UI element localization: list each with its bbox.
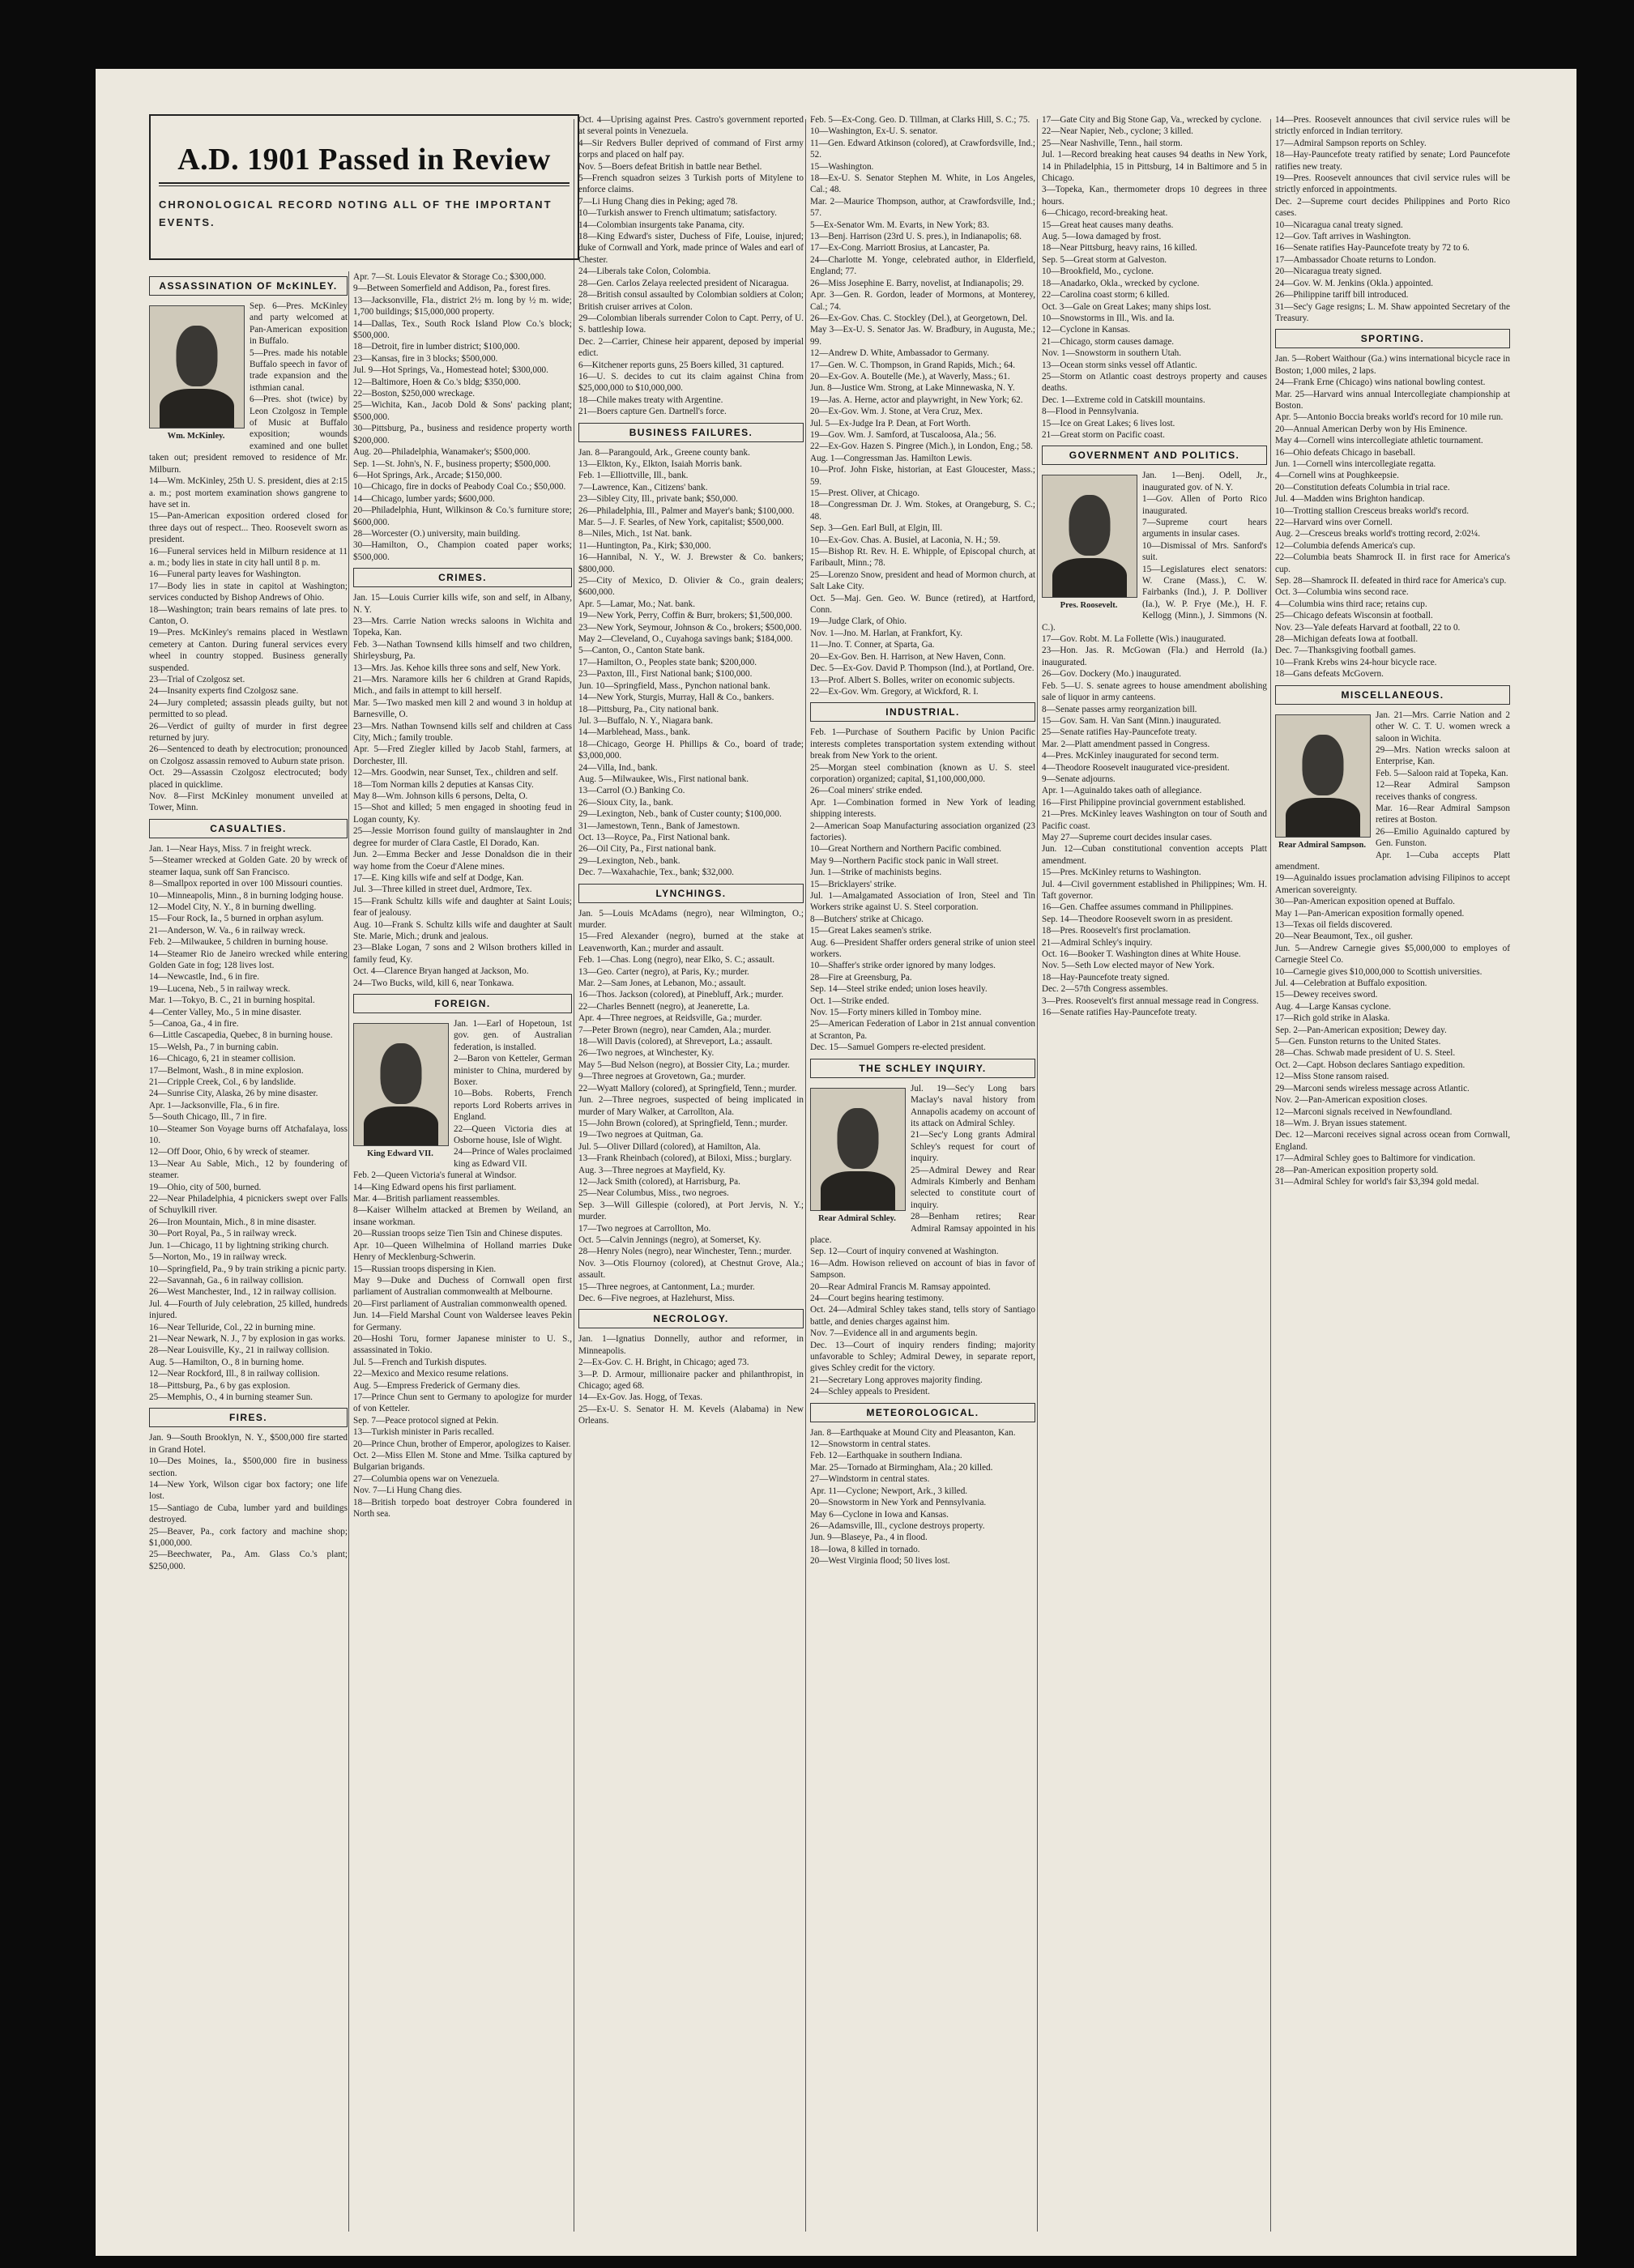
section-heading-government: GOVERNMENT AND POLITICS. [1042,446,1267,465]
portrait-caption: King Edward VII. [367,1149,433,1158]
mckinley-portrait [149,305,245,428]
section-text-col2: Apr. 7—St. Louis Elevator & Storage Co.; $300,000. 9—Between Somerfield and Addison, Pa., forest fires. 13—Jacksonville, Fla., district 2½ m. long by ½ m. wide; 1,700 buildings; $15,000,000 property. 14—Dallas, Tex., South Rock Island Plow Co.'s block; $500,000. 18—Detroit, fire in lumber district; $100,000. 23—Kansas, fire in 3 blocks; $500,000. Jul. 9—Hot Springs, Va., Homestead hotel; $300,000. 12—Baltimore, Hoen & Co.'s bldg; $350,000. 22—Boston, $250,000 wreckage. 25—Wichita, Kan., Jacob Dold & Sons' packing plant; $500,000. 30—Pittsburg, Pa., business and residence property worth $200,000. Aug. 20—Philadelphia, Wanamaker's; $500,000. Sep. 1—St. John's, N. F., business property; $500,000. 6—Hot Springs, Ark., Arcade; $150,000. 10—Chicago, fire in docks of Peabody Coal Co.; $50,000. 14—Chicago, lumber yards; $600,000. 20—Philadelphia, Hunt, Wilkinson & Co.'s furniture store; $600,000. 28—Worcester (O.) university, main building. 30—Hamilton, O., Champion coated paper works; $500,000. [353,272,572,562]
section-heading-miscellaneous: MISCELLANEOUS. [1275,685,1510,705]
section-heading-business: BUSINESS FAILURES. [578,423,804,442]
portrait-caption: Pres. Roosevelt. [1060,601,1118,611]
section-text-necrology: Jan. 1—Ignatius Donnelly, author and reformer, in Minneapolis. 2—Ex-Gov. C. H. Bright, in Chicago; aged 73. 3—P. D. Armour, millionaire packer and philanthropist, in Chicago; aged 68. 14—Ex-Gov. Jas. Hogg, of Texas. 25—Ex-U. S. Senator H. M. Kevels (Alabama) in New Orleans. [578,1334,804,1426]
schley-portrait [810,1088,906,1211]
section-heading-fires: FIRES. [149,1408,348,1427]
section-text-government: Jan. 1—Benj. Odell, Jr., inaugurated gov. of N. Y. 1—Gov. Allen of Porto Rico inaugurated. 7—Supreme court hears arguments in insular cases. 10—Dismissal of Mrs. Sanford's suit. 15—Legislatures elect senators: W. Crane (Mass.), C. W. Fairbanks (Ind.), J. P. Dolliver (Ia.), W. P. Frye (Me.), H. F. Kellogg (Minn.), J. Simmons (N. C.). 17—Gov. Robt. M. La Follette (Wis.) inaugurated. 23—Hon. Jas. R. McGowan (Fla.) and Herrold (Ia.) inaugurated. 26—Gov. Dockery (Mo.) inaugurated. Feb. 5—U. S. senate agrees to house amendment abolishing sale of liquor in army canteens. 8—Senate passes army reorganization bill. 15—Gov. Sam. H. Van Sant (Minn.) inaugurated. 25—Senate ratifies Hay-Pauncefote treaty. Mar. 2—Platt amendment passed in Congress. 4—Pres. McKinley inaugurated for second term. 4—Theodore Roosevelt inaugurated vice-president. 9—Senate adjourns. Apr. 1—Aguinaldo takes oath of allegiance. 16—First Philippine provincial government established. 21—Pres. McKinley leaves Washington on tour of South and Pacific coast. May 27—Supreme court decides insular cases. Jun. 12—Cuban constitutional convention accepts Platt amendment. 15—Pres. McKinley returns to Washington. Jul. 4—Civil government established in Philippines; Wm. H. Taft governor. 16—Gen. Chaffee assumes command in Philippines. Sep. 14—Theodore Roosevelt sworn in as president. 18—Pres. Roosevelt's first proclamation. 21—Admiral Schley's inquiry. Oct. 16—Booker T. Washington dines at White House. Nov. 5—Seth Low elected mayor of New York. 18—Hay-Pauncefote treaty signed. Dec. 2—57th Congress assembles. 3—Pres. Roosevelt's first annual message read in Congress. 16—Senate ratifies Hay-Pauncefote treaty. [1042,471,1267,1018]
masthead-rule [159,182,570,186]
section-text-col3a: Oct. 4—Uprising against Pres. Castro's government reported at several points in Venezuela. 4—Sir Redvers Buller deprived of command of First army corps and placed on half pay. Nov. 5—Boers defeat British in battle near Bethel. 5—French squadron seizes 3 Turkish ports of Mitylene to enforce claims. 7—Li Hung Chang dies in Peking; aged 78. 10—Turkish answer to French ultimatum; satisfactory. 14—Colombian insurgents take Panama, city. 18—King Edward's sister, Duchess of Fife, Louise, injured; duke of Cornwall and York, made prince of Wales and earl of Chester. 24—Liberals take Colon, Colombia. 28—Gen. Carlos Zelaya reelected president of Nicaragua. 28—British consul assaulted by Colombian soldiers at Colon; British cruiser arrives at Colon. 29—Colombian liberals surrender Colon to Capt. Perry, of U. S. battleship Iowa. Dec. 2—Carrier, Chinese heir apparent, deposed by imperial edict. 6—Kitchener reports guns, 25 Boers killed, 31 captured. 16—U. S. decides to cut its claim against China from $25,000,000 to $10,000,000. 18—Chile makes treaty with Argentine. 21—Boers capture Gen. Dartnell's force. [578,115,804,417]
column-rule [348,271,349,2232]
section-text-meteorological: Jan. 8—Earthquake at Mound City and Pleasanton, Kan. 12—Snowstorm in central states. Feb. 12—Earthquake in southern Indiana. Mar. 25—Tornado at Birmingham, Ala.; 20 killed. 27—Windstorm in central states. Apr. 11—Cyclone; Newport, Ark., 3 killed. 20—Snowstorm in New York and Pennsylvania. May 6—Cyclone in Iowa and Kansas. 26—Adamsville, Ill., cyclone destroys property. Jun. 9—Blaseye, Pa., 4 in flood. 18—Iowa, 8 killed in tornado. 20—West Virginia flood; 50 lives lost. [810,1427,1016,1567]
page-title: A.D. 1901 Passed in Review [177,143,551,177]
section-heading-meteorological: METEOROLOGICAL. [810,1403,1035,1422]
sampson-portrait-block [1275,710,1369,855]
column-4 [810,114,1035,2240]
section-heading-industrial: INDUSTRIAL. [810,702,1035,722]
section-text-col6a: 14—Pres. Roosevelt announces that civil service rules will be strictly enforced in Indian territory. 17—Admiral Sampson reports on Schley. 18—Hay-Pauncefote treaty ratified by senate; Lord Pauncefote ratifies new treaty. 19—Pres. Roosevelt announces that civil service rules will be strictly enforced in appointments. Dec. 2—Supreme court decides Philippines and Porto Rico cases. 10—Nicaragua canal treaty signed. 12—Gov. Taft arrives in Washington. 16—Senate ratifies Hay-Pauncefote treaty by 72 to 6. 17—Ambassador Choate returns to London. 20—Nicaragua treaty signed. 24—Gov. W. M. Jenkins (Okla.) appointed. 26—Philippine tariff bill introduced. 31—Sec'y Gage resigns; L. M. Shaw appointed Secretary of the Treasury. [1275,115,1510,323]
portrait-caption: Wm. McKinley. [167,432,225,441]
masthead [149,114,579,260]
section-text-assassination: Sep. 6—Pres. McKinley and party welcomed at Pan-American exposition in Buffalo. 5—Pres. made his notable Buffalo speech in favor of trade expansion and the isthmian canal. 6—Pres. shot (twice) by Leon Czolgosz in Temple of Music at Buffalo exposition; wounds examined and one bullet taken out; president removed to residence of Mr. Milburn. 14—Wm. McKinley, 25th U. S. president, dies at 2:15 a. m.; post mortem examination shows gangrene to have set in. 15—Pan-American exposition ordered closed for three days out of respect... Theo. Roosevelt sworn as president. 16—Funeral services held in Milburn residence at 11 a. m.; body lies in state in city hall until 8 p. m. 16—Funeral party leaves for Washington. 17—Body lies in state in capitol at Washington; services conducted by Bishop Andrews of Ohio. 18—Washington; train bears remains of late pres. to Canton, O. 19—Pres. McKinley's remains placed in Westlawn cemetery at Canton. During funeral services every wheel in country stopped. Business generally suspended. 23—Trial of Czolgosz set. 24—Insanity experts find Czolgosz sane. 24—Jury completed; assassin pleads guilty, but not permitted to so plead. 26—Verdict of guilty of murder in first degree returned by jury. 26—Sentenced to death by electrocution; pronounced on Czolgosz assassin removed to Auburn state prison. Oct. 29—Assassin Czolgosz electrocuted; body placed in quicklime. Nov. 8—First McKinley monument unveiled at Tower, Minn. [149,301,348,813]
section-heading-necrology: NECROLOGY. [578,1309,804,1328]
section-heading-sporting: SPORTING. [1275,329,1510,348]
section-text-casualties: Jan. 1—Near Hays, Miss. 7 in freight wreck. 5—Steamer wrecked at Golden Gate. 20 by wreck of steamer Iaqua, sunk off San Francisco. 8—Smallpox reported in over 100 Missouri counties. 10—Minneapolis, Minn., 8 in burning lodging house. 12—Model City, N. Y., 8 in burning dwelling. 15—Four Rock, Ia., 5 burned in orphan asylum. 21—Anderson, W. Va., 6 in railway wreck. Feb. 2—Milwaukee, 5 children in burning house. 14—Steamer Rio de Janeiro wrecked while entering Golden Gate in fog; 128 lives lost. 14—Newcastle, Ind., 6 in fire. 19—Lucena, Neb., 5 in railway wreck. Mar. 1—Tokyo, B. C., 21 in burning hospital. 4—Center Valley, Mo., 5 in mine disaster. 5—Canoa, Ga., 4 in fire. 6—Little Cascapedia, Quebec, 8 in burning house. 15—Welsh, Pa., 7 in burning cabin. 16—Chicago, 6, 21 in steamer collision. 17—Belmont, Wash., 8 in mine explosion. 21—Cripple Creek, Col., 6 by landslide. 24—Sunrise City, Alaska, 26 by mine disaster. Apr. 1—Jacksonville, Fla., 6 in fire. 5—South Chicago, Ill., 7 in fire. 10—Steamer Son Voyage burns off Atchafalaya, loss 10. 12—Off Door, Ohio, 6 by wreck of steamer. 13—Near Au Sable, Mich., 12 by foundering of steamer. 19—Ohio, city of 500, burned. 22—Near Philadelphia, 4 picnickers swept over Falls of Schuylkill river. 26—Iron Mountain, Mich., 8 in mine disaster. 30—Port Royal, Pa., 5 in railway wreck. Jun. 1—Chicago, 11 by lightning striking church. 5—Norton, Mo., 19 in railway wreck. 10—Springfield, Pa., 9 by train striking a picnic party. 22—Savannah, Ga., 6 in railway collision. 26—West Manchester, Ind., 12 in railway collision. Jul. 4—Fourth of July celebration, 25 killed, hundreds injured. 16—Near Telluride, Col., 22 in burning mine. 21—Near Newark, N. J., 7 by explosion in gas works. 28—Near Louisville, Ky., 21 in railway collision. Aug. 5—Hamilton, O., 8 in burning home. 12—Near Rockford, Ill., 8 in railway collision. 18—Pittsburg, Pa., 6 by gas explosion. 25—Memphis, O., 4 in burning steamer Sun. [149,843,348,1402]
section-heading-schley: THE SCHLEY INQUIRY. [810,1059,1035,1078]
king-edward-portrait-block [353,1018,447,1163]
section-heading-crimes: CRIMES. [353,568,572,587]
portrait-caption: Rear Admiral Sampson. [1278,840,1367,850]
page-subtitle: CHRONOLOGICAL RECORD NOTING ALL OF THE IMPORTANT EVENTS. [159,198,552,228]
section-text-business: Jan. 8—Parangould, Ark., Greene county bank. 13—Elkton, Ky., Elkton, Isaiah Morris bank. Feb. 1—Elliottville, Ill., bank. 7—Lawrence, Kan., Citizens' bank. 23—Sibley City, Ill., private bank; $50,000. 26—Philadelphia, Ill., Palmer and Mayer's bank; $100,000. Mar. 5—J. F. Searles, of New York, capitalist; $500,000. 8—Niles, Mich., 1st Nat. bank. 11—Huntington, Pa., Kirk; $30,000. 16—Hannibal, N. Y., W. J. Brewster & Co. bankers; $800,000. 25—City of Mexico, D. Olivier & Co., grain dealers; $600,000. Apr. 5—Lamar, Mo.; Nat. bank. 19—New York, Perry, Coffin & Burr, brokers; $1,500,000. 23—New York, Seymour, Johnson & Co., brokers; $500,000. May 2—Cleveland, O., Cuyahoga savings bank; $184,000. 5—Canton, O., Canton State bank. 17—Hamilton, O., Peoples state bank; $200,000. 23—Paxton, Ill., First National bank; $100,000. Jun. 10—Springfield, Mass., Pynchon national bank. 14—New York, Sturgis, Murray, Hall & Co., bankers. 18—Pittsburg, Pa., City national bank. Jul. 3—Buffalo, N. Y., Niagara bank. 14—Marblehead, Mass., bank. 18—Chicago, George H. Phillips & Co., board of trade; $3,000,000. 24—Villa, Ind., bank. Aug. 5—Milwaukee, Wis., First national bank. 13—Carrol (O.) Banking Co. 26—Sioux City, Ia., bank. 29—Lexington, Neb., bank of Custer county; $100,000. 31—Jamestown, Tenn., Bank of Jamestown. Oct. 13—Royce, Pa., First National bank. 26—Oil City, Pa., First national bank. 29—Lexington, Neb., bank. Dec. 7—Waxahachie, Tex., bank; $32,000. [578,447,804,878]
column-5 [1042,114,1267,2240]
column-1 [149,271,348,2240]
section-text-foreign: Jan. 1—Earl of Hopetoun, 1st gov. gen. of Australian federation, is installed. 2—Baron von Ketteler, German minister to China, murdered by Boxer. 10—Bobs. Roberts, French reports Lord Roberts arrives in England. 22—Queen Victoria dies at Osborne house, Isle of Wight. 24—Prince of Wales proclaimed king as Edward VII. Feb. 2—Queen Victoria's funeral at Windsor. 14—King Edward opens his first parliament. Mar. 4—British parliament reassembles. 8—Kaiser Wilhelm attacked at Bremen by Weiland, an insane workman. 20—Russian troops seize Tien Tsin and Chinese disputes. Apr. 10—Queen Wilhelmina of Holland marries Duke Henry of Mecklenburg-Schwerin. 15—Russian troops dispersing in Kien. May 9—Duke and Duchess of Cornwall open first parliament of Australian commonwealth at Melbourne. 20—First parliament of Australian commonwealth opened. Jun. 14—Field Marshal Count von Waldersee leaves Pekin for Germany. 20—Hoshi Toru, former Japanese minister to U. S., assassinated in Tokio. Jul. 5—French and Turkish disputes. 22—Mexico and Mexico resume relations. Aug. 5—Empress Frederick of Germany dies. 17—Prince Chun sent to Germany to apologize for murder of von Ketteler. Sep. 7—Peace protocol signed at Pekin. 13—Turkish minister in Paris recalled. 20—Prince Chun, brother of Emperor, apologizes to Kaiser. Oct. 2—Miss Ellen M. Stone and Mme. Tsilka captured by Bulgarian brigands. 27—Columbia opens war on Venezuela. Nov. 7—Li Hung Chang dies. 18—British torpedo boat destroyer Cobra foundered in North sea. [353,1018,572,1520]
column-6 [1275,114,1510,2240]
king-edward-portrait [353,1023,449,1146]
column-rule [1270,119,1271,2232]
column-rule [805,119,806,2232]
section-heading-lynchings: LYNCHINGS. [578,884,804,903]
section-text-industrial: Feb. 1—Purchase of Southern Pacific by Union Pacific interests completes transportation system extending without break from New York to the orient. 25—Morgan steel combination (known as U. S. steel corporation) organized; capital, $1,100,000,000. 26—Coal miners' strike ended. Apr. 1—Combination formed in New York of leading shipping interests. 2—American Soap Manufacturing association organized (23 factories). 10—Great Northern and Northern Pacific combined. May 9—Northern Pacific stock panic in Wall street. Jun. 1—Strike of machinists begins. 15—Bricklayers' strike. Jul. 1—Amalgamated Association of Iron, Steel and Tin Workers strike against U. S. Steel corporation. 8—Butchers' strike at Chicago. 15—Great Lakes seamen's strike. Aug. 6—President Shaffer orders general strike of union steel workers. 10—Shaffer's strike order ignored by many lodges. 28—Fire at Greensburg, Pa. Sep. 14—Steel strike ended; union loses heavily. Oct. 1—Strike ended. Nov. 15—Forty miners killed in Tomboy mine. 25—American Federation of Labor in 21st annual convention at Scranton, Pa. Dec. 15—Samuel Gompers re-elected president. [810,727,1035,1053]
column-rule [1037,119,1038,2232]
section-heading-casualties: CASUALTIES. [149,819,348,838]
section-text-lynchings: Jan. 5—Louis McAdams (negro), near Wilmington, O.; murder. 15—Fred Alexander (negro), burned at the stake at Leavenworth, Kan.; murder and assault. Feb. 1—Chas. Long (negro), near Elko, S. C.; assault. 13—Geo. Carter (negro), at Paris, Ky.; murder. Mar. 2—Sam Jones, at Lebanon, Mo.; assault. 16—Thos. Jackson (colored), at Pinebluff, Ark.; murder. 22—Charles Bennett (negro), at Jeanerette, La. Apr. 4—Three negroes, at Reidsville, Ga.; murder. 7—Peter Brown (negro), near Camden, Ala.; murder. 18—Will Davis (colored), at Shreveport, La.; assault. 26—Two negroes, at Winchester, Ky. May 5—Bud Nelson (negro), at Bossier City, La.; murder. 9—Three negroes at Grovetown, Ga.; murder. 22—Wyatt Mallory (colored), at Springfield, Tenn.; murder. Jun. 2—Three negroes, suspected of being implicated in murder of Mary Walker, at Carrollton, Ala. 15—John Brown (colored), at Springfield, Tenn.; murder. 19—Two negroes at Quitman, Ga. Jul. 5—Oliver Dillard (colored), at Hamilton, Ala. 13—Frank Rheinbach (colored), at Biloxi, Miss.; burglary. Aug. 3—Three negroes at Mayfield, Ky. 12—Jack Smith (colored), at Harrisburg, Pa. 25—Near Columbus, Miss., two negroes. Sep. 3—Will Gillespie (colored), at Port Jervis, N. Y.; murder. 17—Two negroes at Carrollton, Mo. Oct. 5—Calvin Jennings (negro), at Somerset, Ky. 28—Henry Noles (negro), near Winchester, Tenn.; murder. Nov. 3—Otis Flournoy (colored), at Chestnut Grove, Ala.; assault. 15—Three negroes, at Cantonment, La.; murder. Dec. 6—Five negroes, at Hazlehurst, Miss. [578,908,804,1303]
mckinley-portrait-block [149,301,243,446]
sampson-portrait [1275,714,1371,838]
section-text-col4a: Feb. 5—Ex-Cong. Geo. D. Tillman, at Clarks Hill, S. C.; 75. 10—Washington, Ex-U. S. senator. 11—Gen. Edward Atkinson (colored), at Crawfordsville, Ind.; 52. 15—Washington. 18—Ex-U. S. Senator Stephen M. White, in Los Angeles, Cal.; 48. Mar. 2—Maurice Thompson, author, at Crawfordsville, Ind.; 57. 5—Ex-Senator Wm. M. Evarts, in New York; 83. 13—Benj. Harrison (23rd U. S. pres.), in Indianapolis; 68. 17—Ex-Cong. Marriott Brosius, at Lancaster, Pa. 24—Charlotte M. Yonge, celebrated author, in Elderfield, England; 77. 26—Miss Josephine E. Barry, novelist, at Indianapolis; 29. Apr. 3—Gen. R. Gordon, leader of Mormons, at Monterey, Cal.; 74. 26—Ex-Gov. Chas. C. Stockley (Del.), at Georgetown, Del. May 3—Ex-U. S. Senator Jas. W. Bradbury, in Augusta, Me.; 99. 12—Andrew D. White, Ambassador to Germany. 17—Gen. W. C. Thompson, in Grand Rapids, Mich.; 64. 20—Ex-Gov. A. Boutelle (Me.), at Waverly, Mass.; 61. Jun. 8—Justice Wm. Strong, at Lake Minnewaska, N. Y. 19—Jas. A. Herne, actor and playwright, in New York; 62. 20—Ex-Gov. Wm. J. Stone, at Vera Cruz, Mex. Jul. 5—Ex-Judge Ira P. Dean, at Fort Worth. 19—Gov. Wm. J. Samford, at Tuscaloosa, Ala.; 56. 22—Ex-Gov. Hazen S. Pingree (Mich.), in London, Eng.; 58. Aug. 1—Congressman Jas. Hamilton Lewis. 10—Prof. John Fiske, historian, at East Gloucester, Mass.; 59. 15—Prest. Oliver, at Chicago. 18—Congressman Dr. J. Wm. Stokes, at Orangeburg, S. C.; 48. Sep. 3—Gen. Earl Bull, at Elgin, Ill. 10—Ex-Gov. Chas. A. Busiel, at Laconia, N. H.; 59. 15—Bishop Rt. Rev. H. E. Whipple, of Episcopal church, at Faribault, Minn.; 78. 25—Lorenzo Snow, president and head of Mormon church, at Salt Lake City. Oct. 5—Maj. Gen. Geo. W. Bunce (retired), at Hartford, Conn. 19—Judge Clark, of Ohio. Nov. 1—Jno. M. Harlan, at Frankfort, Ky. 11—Jno. T. Conner, at Sparta, Ga. 20—Ex-Gov. Ben. H. Harrison, at New Haven, Conn. Dec. 5—Ex-Gov. David P. Thompson (Ind.), at Portland, Ore. 13—Prof. Albert S. Bolles, writer on economic subjects. 22—Ex-Gov. Wm. Gregory, at Wickford, R. I. [810,115,1035,697]
section-heading-foreign: FOREIGN. [353,994,572,1013]
section-text-col5a: 17—Gate City and Big Stone Gap, Va., wrecked by cyclone. 22—Near Napier, Neb., cyclone; 3 killed. 25—Near Nashville, Tenn., hail storm. Jul. 1—Record breaking heat causes 94 deaths in New York, 14 in Philadelphia, 15 in Pittsburg, 14 in Baltimore and 5 in Chicago. 3—Topeka, Kan., thermometer drops 10 degrees in three hours. 6—Chicago, record-breaking heat. 15—Great heat causes many deaths. Aug. 5—Iowa damaged by frost. 18—Near Pittsburg, heavy rains, 16 killed. Sep. 5—Great storm at Galveston. 10—Brookfield, Mo., cyclone. 18—Anadarko, Okla., wrecked by cyclone. 22—Carolina coast storm; 6 killed. Oct. 3—Gale on Great Lakes; many ships lost. 10—Snowstorms in Ill., Wis. and Ia. 12—Cyclone in Kansas. 21—Chicago, storm causes damage. Nov. 1—Snowstorm in southern Utah. 13—Ocean storm sinks vessel off Atlantic. 25—Storm on Atlantic coast destroys property and causes deaths. Dec. 1—Extreme cold in Catskill mountains. 8—Flood in Pennsylvania. 15—Ice on Great Lakes; 6 lives lost. 21—Great storm on Pacific coast. [1042,115,1267,440]
section-heading-assassination: ASSASSINATION OF McKINLEY. [149,276,348,296]
portrait-caption: Rear Admiral Schley. [818,1213,896,1223]
column-2 [353,271,572,2240]
column-3 [578,114,804,2240]
roosevelt-portrait [1042,475,1137,598]
newspaper-page [96,69,1576,2256]
section-text-fires: Jan. 9—South Brooklyn, N. Y., $500,000 fire started in Grand Hotel. 10—Des Moines, Ia., $500,000 fire in business section. 14—New York, Wilson cigar box factory; one life lost. 15—Santiago de Cuba, lumber yard and buildings destroyed. 25—Beaver, Pa., cork factory and machine shop; $1,000,000. 25—Beechwater, Pa., Am. Glass Co.'s plant; $250,000. [149,1433,348,1571]
schley-portrait-block [810,1083,904,1228]
roosevelt-portrait-block [1042,470,1136,615]
section-text-schley: Jul. 19—Sec'y Long bars Maclay's naval history from Annapolis academy on account of its attack on Admiral Schley. 21—Sec'y Long grants Admiral Schley's request for court of inquiry. 25—Admiral Dewey and Rear Admirals Kimberly and Benham selected to constitute court of inquiry. 28—Benham retires; Rear Admiral Ramsay appointed in his place. Sep. 12—Court of inquiry convened at Washington. 16—Adm. Howison relieved on account of bias in favor of Sampson. 20—Rear Admiral Francis M. Ramsay appointed. 24—Court begins hearing testimony. Oct. 24—Admiral Schley takes stand, tells story of Santiago battle, and denies charges against him. Nov. 7—Evidence all in and arguments begin. Dec. 13—Court of inquiry renders finding; majority unfavorable to Schley; Admiral Dewey, in separate report, gives Schley credit for the victory. 21—Secretary Long approves majority finding. 24—Schley appeals to President. [810,1083,1035,1397]
section-text-crimes: Jan. 15—Louis Currier kills wife, son and self, in Albany, N. Y. 23—Mrs. Carrie Nation wrecks saloons in Wichita and Topeka, Kan. Feb. 3—Nathan Townsend kills himself and two children, Shirleysburg, Pa. 13—Mrs. Jas. Kehoe kills three sons and self, New York. 21—Mrs. Naramore kills her 6 children at Grand Rapids, Mich., and fails in attempt to kill herself. Mar. 5—Two masked men kill 2 and wound 3 in holdup at Barnesville, O. 23—Mrs. Nathan Townsend kills self and children at Cass City, Mich.; family trouble. Apr. 5—Fred Ziegler killed by Jacob Stahl, farmers, at Dorchester, Ill. 12—Mrs. Goodwin, near Sunset, Tex., children and self. 18—Tom Norman kills 2 deputies at Kansas City. May 8—Wm. Johnson kills 6 persons, Delta, O. 15—Shot and killed; 5 men engaged in shooting feud in Logan county, Ky. 25—Jessie Morrison found guilty of manslaughter in 2nd degree for murder of Clara Castle, El Dorado, Kan. Jun. 2—Emma Becker and Jesse Donaldson die in their way home from the Coeur d'Alene mines. 17—E. King kills wife and self at Dodge, Kan. Jul. 3—Three killed in street duel, Ardmore, Tex. 15—Frank Schultz kills wife and daughter at Saint Louis; fear of jealousy. Aug. 10—Frank S. Schultz kills wife and daughter at Sault Ste. Marie, Mich.; drunk and jealous. 23—Blake Logan, 7 sons and 2 Wilson brothers killed in family feud, Ky. Oct. 4—Clarence Bryan hanged at Jackson, Mo. 24—Two Bucks, wild, kill 6, near Tonkawa. [353,593,572,988]
section-text-miscellaneous: Jan. 21—Mrs. Carrie Nation and 2 other W. C. T. U. women wreck a saloon in Wichita. 29—Mrs. Nation wrecks saloon at Enterprise, Kan. Feb. 5—Saloon raid at Topeka, Kan. 12—Rear Admiral Sampson receives thanks of congress. Mar. 16—Rear Admiral Sampson retires at Boston. 26—Emilio Aguinaldo captured by Gen. Funston. Apr. 1—Cuba accepts Platt amendment. 19—Aguinaldo issues proclamation advising Filipinos to accept American sovereignty. 30—Pan-American exposition opened at Buffalo. May 1—Pan-American exposition formally opened. 13—Texas oil fields discovered. 20—Near Beaumont, Tex., oil gusher. Jun. 5—Andrew Carnegie gives $5,000,000 to employes of Carnegie Steel Co. 10—Carnegie gives $10,000,000 to Scottish universities. Jul. 4—Celebration at Buffalo exposition. 15—Dewey receives sword. Aug. 4—Large Kansas cyclone. 17—Rich gold strike in Alaska. Sep. 2—Pan-American exposition; Dewey day. 5—Gen. Funston returns to the United States. 28—Chas. Schwab made president of U. S. Steel. Oct. 2—Capt. Hobson declares Santiago expedition. 12—Miss Stone ransom raised. 29—Marconi sends wireless message across Atlantic. Nov. 2—Pan-American exposition closes. 12—Marconi signals received in Newfoundland. 18—Wm. J. Bryan issues statement. Dec. 12—Marconi receives signal across ocean from Cornwall, England. 17—Admiral Schley goes to Baltimore for vindication. 28—Pan-American exposition property sold. 31—Admiral Schley for world's fair $3,394 gold medal. [1275,710,1510,1187]
section-text-sporting: Jan. 5—Robert Waithour (Ga.) wins international bicycle race in Boston; 1,000 miles, 2 laps. 24—Frank Erne (Chicago) wins national bowling contest. Mar. 25—Harvard wins annual Intercollegiate championship at Boston. Apr. 5—Antonio Boccia breaks world's record for 10 mile run. 20—Annual American Derby won by His Eminence. May 4—Cornell wins intercollegiate athletic tournament. 16—Ohio defeats Chicago in baseball. Jun. 1—Cornell wins intercollegiate regatta. 4—Cornell wins at Poughkeepsie. 20—Constitution defeats Columbia in trial race. Jul. 4—Madden wins Brighton handicap. 10—Trotting stallion Cresceus breaks world's record. 22—Harvard wins over Cornell. Aug. 2—Cresceus breaks world's trotting record, 2:02¼. 12—Columbia defends America's cup. 22—Columbia beats Shamrock II. in first race for America's cup. Sep. 28—Shamrock II. defeated in third race for America's cup. Oct. 3—Columbia wins second race. 4—Columbia wins third race; retains cup. 25—Chicago defeats Wisconsin at football. Nov. 23—Yale defeats Harvard at football, 22 to 0. 28—Michigan defeats Iowa at football. Dec. 7—Thanksgiving football games. 10—Frank Krebs wins 24-hour bicycle race. 18—Gans defeats McGovern. [1275,354,1510,680]
